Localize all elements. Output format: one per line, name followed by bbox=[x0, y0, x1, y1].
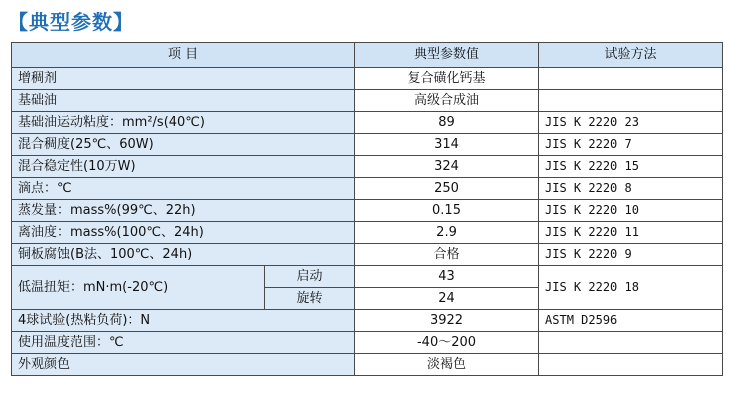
row-method: JIS K 2220 15 bbox=[539, 156, 723, 178]
torque-start-value: 43 bbox=[355, 266, 539, 288]
table-row bbox=[12, 310, 723, 332]
table-row bbox=[12, 134, 723, 156]
row-value: 0.15 bbox=[355, 200, 539, 222]
row-value: 314 bbox=[355, 134, 539, 156]
row-item: 混合稠度(25℃、60W) bbox=[12, 134, 355, 156]
row-item: 基础油运动粘度：mm²/s(40℃) bbox=[12, 112, 355, 134]
table-row bbox=[12, 112, 723, 134]
row-method bbox=[539, 90, 723, 112]
row-item: 使用温度范围：℃ bbox=[12, 332, 355, 354]
row-item: 4球试验(热粘负荷)：N bbox=[12, 310, 355, 332]
table-row-torque-start bbox=[12, 266, 723, 288]
torque-run-value: 24 bbox=[355, 288, 539, 310]
table-row bbox=[12, 354, 723, 376]
row-method: JIS K 2220 8 bbox=[539, 178, 723, 200]
table-row bbox=[12, 200, 723, 222]
row-method bbox=[539, 332, 723, 354]
page-title: 【典型参数】 bbox=[8, 10, 134, 34]
row-value: 复合磺化钙基 bbox=[355, 68, 539, 90]
row-method: JIS K 2220 11 bbox=[539, 222, 723, 244]
table-row bbox=[12, 244, 723, 266]
row-method: ASTM D2596 bbox=[539, 310, 723, 332]
row-item: 滴点：℃ bbox=[12, 178, 355, 200]
row-value: 324 bbox=[355, 156, 539, 178]
header-value: 典型参数值 bbox=[355, 43, 539, 68]
row-method: JIS K 2220 7 bbox=[539, 134, 723, 156]
table-header-row bbox=[12, 43, 723, 68]
row-value: 3922 bbox=[355, 310, 539, 332]
torque-item: 低温扭矩：mN·m(-20℃) bbox=[12, 266, 265, 310]
row-value: 2.9 bbox=[355, 222, 539, 244]
row-item: 离油度：mass%(100℃、24h) bbox=[12, 222, 355, 244]
row-value: 合格 bbox=[355, 244, 539, 266]
table-row bbox=[12, 90, 723, 112]
row-item: 增稠剂 bbox=[12, 68, 355, 90]
torque-run-label: 旋转 bbox=[265, 288, 355, 310]
row-item: 铜板腐蚀(B法、100℃、24h) bbox=[12, 244, 355, 266]
row-item: 蒸发量：mass%(99℃、22h) bbox=[12, 200, 355, 222]
table-row bbox=[12, 156, 723, 178]
header-method: 试验方法 bbox=[539, 43, 723, 68]
row-method: JIS K 2220 10 bbox=[539, 200, 723, 222]
row-method bbox=[539, 68, 723, 90]
row-item: 混合稳定性(10万W) bbox=[12, 156, 355, 178]
row-value: 89 bbox=[355, 112, 539, 134]
row-value: 淡褐色 bbox=[355, 354, 539, 376]
row-method bbox=[539, 354, 723, 376]
table-row bbox=[12, 332, 723, 354]
torque-method: JIS K 2220 18 bbox=[539, 266, 723, 310]
header-item: 项 目 bbox=[12, 43, 355, 68]
table-row bbox=[12, 178, 723, 200]
row-method: JIS K 2220 9 bbox=[539, 244, 723, 266]
row-value: 高级合成油 bbox=[355, 90, 539, 112]
table-row bbox=[12, 68, 723, 90]
row-method: JIS K 2220 23 bbox=[539, 112, 723, 134]
parameters-table bbox=[11, 42, 723, 376]
row-value: -40～200 bbox=[355, 332, 539, 354]
torque-start-label: 启动 bbox=[265, 266, 355, 288]
table-row bbox=[12, 222, 723, 244]
row-item: 外观颜色 bbox=[12, 354, 355, 376]
row-value: 250 bbox=[355, 178, 539, 200]
row-item: 基础油 bbox=[12, 90, 355, 112]
